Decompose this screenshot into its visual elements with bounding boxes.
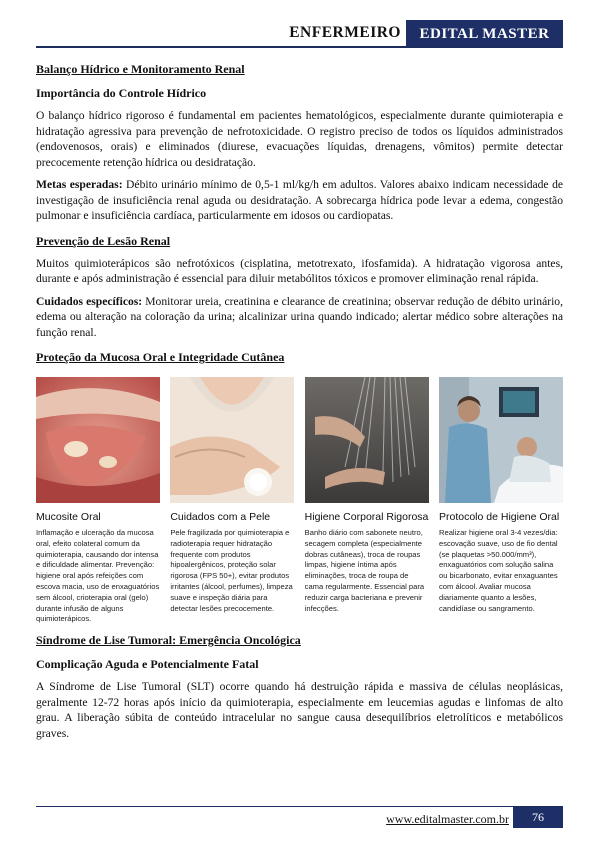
subheading-complicacao: Complicação Aguda e Potencialmente Fatal bbox=[36, 657, 259, 672]
card-title: Mucosite Oral bbox=[36, 511, 101, 523]
main-content bbox=[36, 60, 563, 741]
subheading-controle: Importância do Controle Hídrico bbox=[36, 86, 207, 100]
header-brand-box: EDITAL MASTER bbox=[406, 20, 563, 48]
section-title-renal: Prevenção de Lesão Renal bbox=[36, 233, 171, 248]
card-higiene-oral bbox=[439, 377, 563, 625]
footer-rule bbox=[36, 806, 563, 807]
text-cuidados: Monitorar ureia, creatinina e clearance de creatinina; observar redução de débito urinário, edema ou alteração na coloração da urina; alcalinizar urina quando indicado; alertar médico sobre alterações na função renal. bbox=[36, 294, 563, 339]
card-pele bbox=[170, 377, 294, 625]
paragraph-slt: A Síndrome de Lise Tumoral (SLT) ocorre quando há destruição rápida e massiva de células neoplásicas, geralmente 12-72 horas após início da quimioterapia, especialmente em leucemias agudas e linfomas de alto grau. A liberação súbita de conteúdo intracelular no sangue causa desequilíbrios eletrolíticos e metabólicos graves. bbox=[36, 680, 563, 740]
shower-photo bbox=[305, 377, 429, 503]
card-text: Realizar higiene oral 3-4 vezes/dia: escovação suave, uso de fio dental (se plaquetas >50.000/mm³), enxaguatórios com solução salina ou bicarbonato, evitar enxaguantes com álcool. Avaliar mucosa diariamente quanto a lesões, candidíase ou sangramento. bbox=[438, 528, 558, 613]
mouth-ulcer-photo bbox=[36, 377, 160, 503]
paragraph-nefrotoxicos: Muitos quimioterápicos são nefrotóxicos (cisplatina, metotrexato, ifosfamida). A hidratação vigorosa antes, durante e após administração é essencial para diluir metabólitos tóxicos e promover eliminação renal rápida. bbox=[36, 256, 563, 285]
card-mucosite bbox=[36, 377, 160, 625]
card-text: Pele fragilizada por quimioterapia e radioterapia requer hidratação frequente com produtos hipoalergênicos, proteção solar rigorosa (FPS 50+), evitar produtos irritantes (álcool, perfumes), limpeza suave e inspeção diária para detectar lesões precocemente. bbox=[170, 528, 293, 613]
skin-cream-photo bbox=[170, 377, 294, 503]
paragraph-cuidados bbox=[36, 294, 563, 341]
paragraph-balanco: O balanço hídrico rigoroso é fundamental em pacientes hematológicos, especialmente durante quimioterapia e hidratação agressiva para prevenção de nefrotoxicidade. O registro preciso de todos os líquidos administrados (endovenosos, orais) e eliminados (diurese, evacuações líquidas, drenagens, vômitos) permite detectar precocemente retenção hídrica ou desidratação. bbox=[36, 109, 563, 169]
label-metas: Metas esperadas: bbox=[36, 178, 123, 191]
hospital-care-photo bbox=[439, 377, 563, 503]
card-text: Banho diário com sabonete neutro, secagem completa (especialmente dobras cutâneas), troca de roupas limpas, higiene íntima após eliminações, troca de roupa de cama regularmente. Essencial para reduzir carga bacteriana e prevenir infecções. bbox=[304, 528, 425, 613]
page-number: 76 bbox=[513, 807, 563, 828]
card-title: Higiene Corporal Rigorosa bbox=[304, 511, 429, 523]
section-title-mucosa: Proteção da Mucosa Oral e Integridade Cutânea bbox=[36, 350, 285, 364]
page-footer bbox=[36, 806, 563, 828]
text-metas: Débito urinário mínimo de 0,5-1 ml/kg/h em adultos. Valores abaixo indicam necessidade de investigação de insuficiência renal aguda ou desidratação. A sobrecarga hídrica pode levar a edema, congestão pulmonar e insuficiência cardíaca, particularmente em idosos ou cardiopatas. bbox=[36, 178, 564, 222]
header-rule bbox=[36, 46, 563, 48]
footer-website-link[interactable]: www.editalmaster.com.br bbox=[386, 812, 509, 826]
card-title: Cuidados com a Pele bbox=[170, 511, 271, 523]
section-title-balanco: Balanço Hídrico e Monitoramento Renal bbox=[36, 62, 245, 76]
header-category: ENFERMEIRO bbox=[289, 24, 401, 41]
care-cards bbox=[36, 377, 563, 625]
card-title: Protocolo de Higiene Oral bbox=[438, 511, 560, 523]
label-cuidados: Cuidados específicos: bbox=[36, 294, 143, 308]
card-higiene-corporal bbox=[305, 377, 429, 625]
paragraph-metas bbox=[36, 177, 563, 224]
section-title-lise: Síndrome de Lise Tumoral: Emergência Oncológica bbox=[36, 633, 301, 648]
card-text: Inflamação e ulceração da mucosa oral, efeito colateral comum da quimioterapia, causando dor intensa e dificuldade alimentar. Prevenção: higiene oral após refeições com escova macia, uso de enxaguatórios sem álcool, crioterapia oral (gelo) durante infusão de alguns quimioterápicos. bbox=[36, 528, 160, 624]
page-header bbox=[36, 20, 563, 48]
